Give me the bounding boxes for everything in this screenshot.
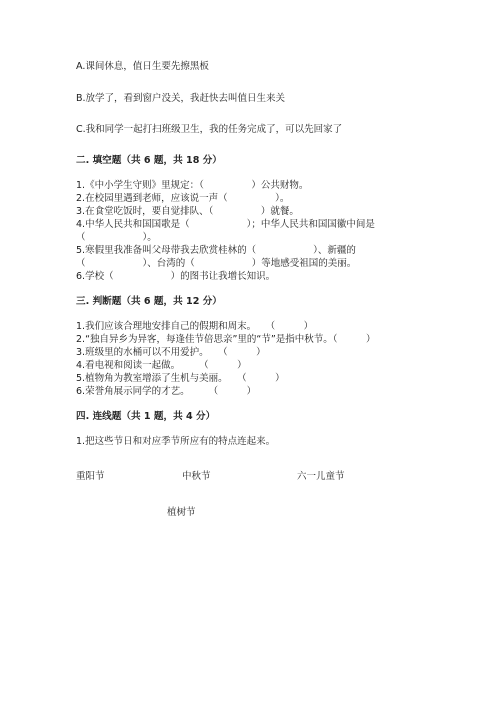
judge-section-heading: 三. 判断题（共 6 题，共 12 分）: [76, 296, 222, 307]
fill-question-4: 4.中华人民共和国国歌是（ ）；中华人民共和国国徽中间是: [76, 219, 375, 230]
judge-question-4: 4.看电视和阅读一起做。 （ ）: [76, 360, 247, 371]
fill-question-5: 5.寒假里我准备叫父母带我去欣赏桂林的（ ）、新疆的: [76, 245, 356, 256]
fill-question-5-cont: （ ）、台湾的（ ）等地感受祖国的美丽。: [76, 258, 357, 269]
judge-question-6: 6.荣誉角展示同学的才艺。 （ ）: [76, 386, 257, 397]
judge-question-3: 3.班级里的水桶可以不用爱护。 （ ）: [76, 347, 266, 358]
judge-question-2: 2.“独自异乡为异客，每逢佳节倍思亲”里的“节”是指中秋节。（ ）: [76, 334, 376, 345]
fill-question-4-cont: （ ）。: [76, 232, 157, 243]
fill-question-6: 6.学校（ ）的图书让我增长知识。: [76, 271, 276, 282]
option-b: B.放学了，看到窗户没关，我赶快去叫值日生来关: [76, 93, 286, 104]
match-prompt: 1.把这些节日和对应季节所应有的特点连起来。: [76, 436, 276, 447]
option-a: A.课间休息，值日生要先擦黑板: [76, 61, 209, 72]
match-item-chongyang: 重阳节: [76, 471, 105, 482]
fill-question-3: 3.在食堂吃饭时，要自觉排队、（ ）就餐。: [76, 206, 299, 217]
judge-question-5: 5.植物角为教室增添了生机与美丽。 （ ）: [76, 373, 285, 384]
fill-question-2: 2.在校园里遇到老师，应该说一声（ ）。: [76, 193, 290, 204]
match-item-zhongqiu: 中秋节: [182, 471, 211, 482]
fill-section-heading: 二. 填空题（共 6 题，共 18 分）: [76, 155, 222, 166]
fill-question-1: 1.《中小学生守则》里规定：（ ）公共财物。: [76, 180, 309, 191]
match-section-heading: 四. 连线题（共 1 题，共 4 分）: [76, 411, 216, 422]
match-item-childrens-day: 六一儿童节: [297, 471, 345, 482]
judge-question-1: 1.我们应该合理地安排自己的假期和周末。 （ ）: [76, 321, 314, 332]
option-c: C.我和同学一起打扫班级卫生，我的任务完成了，可以先回家了: [76, 124, 343, 135]
match-item-arbor-day: 植树节: [167, 507, 196, 518]
